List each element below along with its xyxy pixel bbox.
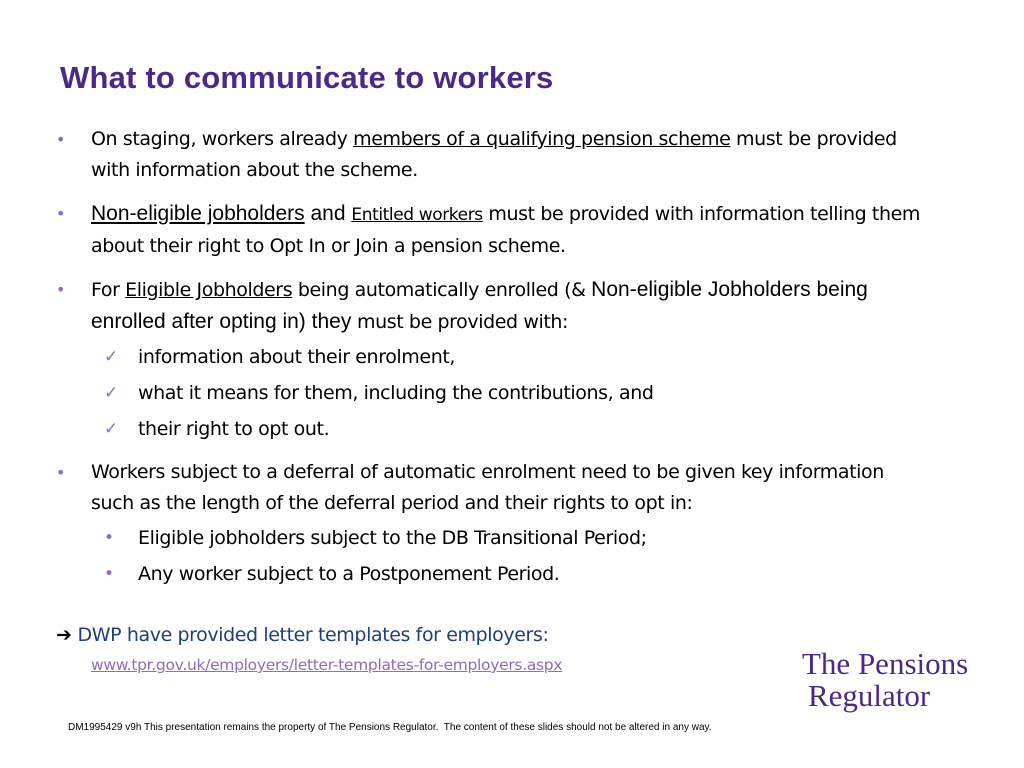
- dwp-note: [56, 624, 548, 646]
- check-text: their right to opt out.: [138, 418, 330, 440]
- eligible-jobholders-link[interactable]: Eligible Jobholders: [125, 279, 293, 301]
- bullet-text: Workers subject to a deferral of automatic enrolment need to be given key information such as the length of the deferral period and their rights to opt in:: [91, 461, 884, 514]
- bullet-dot-icon: •: [104, 528, 114, 548]
- bullet-text: must be provided with information telling them about their right to Opt In or Join a pension scheme.: [91, 203, 921, 257]
- logo-line-2: Regulator: [808, 678, 931, 713]
- letter-templates-link[interactable]: www.tpr.gov.uk/employers/letter-templates-for-employers.aspx: [91, 656, 563, 674]
- slide-title: What to communicate to workers: [60, 60, 554, 95]
- right-arrow-icon: ➔: [56, 624, 72, 646]
- bullet-dot-icon: •: [56, 280, 66, 299]
- bullet-dot-icon: •: [56, 463, 66, 482]
- check-item: [56, 342, 926, 373]
- entitled-workers-link[interactable]: Entitled workers: [351, 205, 483, 225]
- sub-bullet-item: [56, 523, 926, 554]
- bullet-text: For: [91, 279, 126, 301]
- bullet-item: [56, 457, 926, 519]
- non-eligible-jobholders-link[interactable]: Non-eligible jobholders: [91, 202, 305, 225]
- bullet-text: must be provided with:: [351, 311, 569, 333]
- bullet-item: [56, 274, 926, 338]
- pensions-regulator-logo: [802, 648, 968, 712]
- checkmark-icon: ✓: [104, 383, 118, 403]
- sub-bullet-text: Any worker subject to a Postponement Period.: [138, 563, 560, 585]
- footer-disclaimer: DM1995429 v9h This presentation remains the property of The Pensions Regulator. The content of these slides should not be altered in any way.: [68, 722, 712, 733]
- dwp-text: DWP have provided letter templates for employers:: [77, 624, 549, 646]
- bullet-dot-icon: •: [104, 564, 114, 584]
- qualifying-scheme-link[interactable]: members of a qualifying pension scheme: [353, 128, 731, 150]
- check-item: [56, 414, 926, 445]
- bullet-text: must be provided with information about the scheme.: [91, 128, 897, 181]
- sub-bullet-item: [56, 559, 926, 590]
- logo-line-1: The Pensions: [802, 646, 969, 681]
- check-text: what it means for them, including the contributions, and: [138, 382, 654, 404]
- bullet-dot-icon: •: [56, 204, 66, 223]
- check-item: [56, 378, 926, 409]
- slide-content: [56, 124, 926, 595]
- bullet-item: [56, 198, 926, 262]
- check-text: information about their enrolment,: [138, 346, 456, 368]
- bullet-text: and: [304, 202, 352, 225]
- checkmark-icon: ✓: [104, 419, 118, 439]
- bullet-text: Non-eligible Jobholders being enrolled after opting in) they: [91, 278, 868, 333]
- bullet-text: On staging, workers already: [91, 128, 354, 150]
- sub-bullet-text: Eligible jobholders subject to the DB Transitional Period;: [138, 527, 647, 549]
- checkmark-icon: ✓: [104, 347, 118, 367]
- bullet-text: being automatically enrolled (&: [292, 279, 592, 301]
- bullet-dot-icon: •: [56, 130, 66, 149]
- bullet-item: [56, 124, 926, 186]
